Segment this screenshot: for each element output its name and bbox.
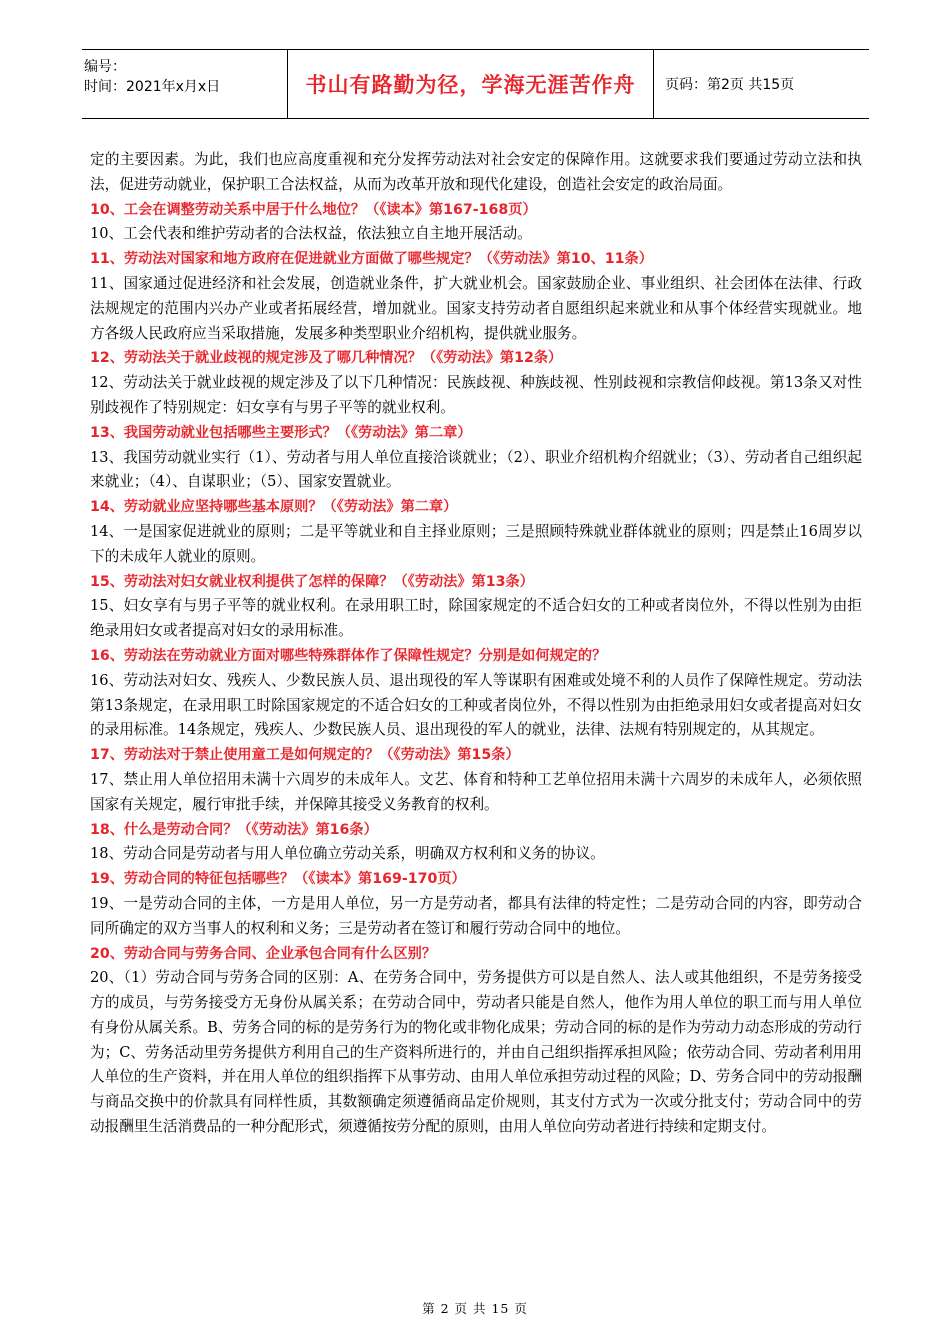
motto-text: 书山有路勤为径，学海无涯苦作舟 bbox=[305, 72, 636, 97]
answer-paragraph: 11、国家通过促进经济和社会发展，创造就业条件，扩大就业机会。国家鼓励企业、事业组织、社会团体在法律、行政法规规定的范围内兴办产业或者拓展经营，增加就业。国家支持劳动者自愿组织起来就业和从事个体经营实现就业。地方各级人民政府应当采取措施，发展多种类型职业介绍机构，提供就业服务。 bbox=[90, 274, 862, 342]
answer-paragraph: 16、劳动法对妇女、残疾人、少数民族人员、退出现役的军人等谋职有困难或处境不利的人员作了保障性规定。劳动法第13条规定，在录用职工时除国家规定的不适合妇女的工种或者岗位外，不得以性别为由拒绝录用妇女或者提高对妇女的录用标准。14条规定，残疾人、少数民族人员、退出现役的军人的就业，法律、法规有特别规定的，从其规定。 bbox=[90, 671, 862, 739]
question-heading: 14、劳动就业应坚持哪些基本原则？（《劳动法》第二章） bbox=[90, 499, 458, 516]
question-heading: 11、劳动法对国家和地方政府在促进就业方面做了哪些规定？（《劳动法》第10、11条） bbox=[90, 251, 653, 268]
header-motto bbox=[288, 50, 654, 118]
answer-paragraph: 19、一是劳动合同的主体，一方是用人单位，另一方是劳动者，都具有法律的特定性；二是劳动合同的内容，即劳动合同所确定的双方当事人的权利和义务；三是劳动者在签订和履行劳动合同中的地位。 bbox=[90, 894, 862, 937]
question-heading: 16、劳动法在劳动就业方面对哪些特殊群体作了保障性规定？分别是如何规定的？ bbox=[90, 647, 607, 664]
document-number-label: 编号： bbox=[84, 59, 126, 75]
question-heading: 18、什么是劳动合同？（《劳动法》第16条） bbox=[90, 821, 378, 838]
answer-paragraph: 12、劳动法关于就业歧视的规定涉及了以下几种情况：民族歧视、种族歧视、性别歧视和宗教信仰歧视。第13条又对性别歧视作了特别规定：妇女享有与男子平等的就业权利。 bbox=[90, 374, 862, 416]
question-heading: 12、劳动法关于就业歧视的规定涉及了哪几种情况？（《劳动法》第12条） bbox=[90, 350, 563, 367]
answer-paragraph: 10、工会代表和维护劳动者的合法权益，依法独立自主地开展活动。 bbox=[90, 225, 532, 243]
question-heading: 20、劳动合同与劳务合同、企业承包合同有什么区别？ bbox=[90, 945, 437, 962]
question-heading: 10、工会在调整劳动关系中居于什么地位？（《读本》第167-168页） bbox=[90, 201, 537, 218]
answer-paragraph: 20、（1）劳动合同与劳务合同的区别：A、在劳务合同中，劳务提供方可以是自然人、法人或其他组织，不是劳务接受方的成员，与劳务接受方无身份从属关系；在劳动合同中，劳动者只能是自然人，他作为用人单位的职工而与用人单位有身份从属关系。B、劳务合同的标的是劳务行为的物化或非物化成果；劳动合同的标的是作为劳动力动态形成的劳动行为；C、劳务活动里劳务提供方利用自己的生产资料所进行的，并由自己组织指挥承担风险；依劳动合同、劳动者利用用人单位的生产资料，并在用人单位的组织指挥下从事劳动、由用人单位承担劳动过程的风险；D、劳务合同中的劳动报酬与商品交换中的价款具有同样性质，其数额确定须遵循商品定价规则，其支付方式为一次或分批支付；劳动合同中的劳动报酬里生活消费品的一种分配形式，须遵循按劳分配的原则，由用人单位向劳动者进行持续和定期支付。 bbox=[90, 969, 862, 1136]
question-heading: 19、劳动合同的特征包括哪些？（《读本》第169-170页） bbox=[90, 871, 466, 888]
page-header bbox=[82, 49, 869, 119]
question-heading: 13、我国劳动就业包括哪些主要形式？（《劳动法》第二章） bbox=[90, 424, 472, 441]
footer-page-number: 第 2 页 共 15 页 bbox=[422, 1301, 528, 1316]
answer-paragraph: 13、我国劳动就业实行（1）、劳动者与用人单位直接洽谈就业；（2）、职业介绍机构介绍就业；（3）、劳动者自己组织起来就业；（4）、自谋职业；（5）、国家安置就业。 bbox=[90, 448, 862, 491]
document-body bbox=[90, 148, 862, 1140]
page-footer bbox=[0, 1299, 950, 1317]
header-meta bbox=[82, 50, 288, 118]
question-heading: 17、劳动法对于禁止使用童工是如何规定的？（《劳动法》第15条） bbox=[90, 747, 520, 764]
answer-paragraph: 17、禁止用人单位招用未满十六周岁的未成年人。文艺、体育和特种工艺单位招用未满十六周岁的未成年人，必须依照国家有关规定，履行审批手续，并保障其接受义务教育的权利。 bbox=[90, 770, 862, 813]
answer-paragraph: 18、劳动合同是劳动者与用人单位确立劳动关系，明确双方权利和义务的协议。 bbox=[90, 845, 605, 863]
page-counter: 页码：第2页 共15页 bbox=[665, 77, 795, 93]
answer-paragraph: 15、妇女享有与男子平等的就业权利。在录用职工时，除国家规定的不适合妇女的工种或者岗位外，不得以性别为由拒绝录用妇女或者提高对妇女的录用标准。 bbox=[90, 597, 862, 640]
answer-paragraph: 14、一是国家促进就业的原则；二是平等就业和自主择业原则；三是照顾特殊就业群体就业的原则；四是禁止16周岁以下的未成年人就业的原则。 bbox=[90, 522, 862, 565]
question-heading: 15、劳动法对妇女就业权利提供了怎样的保障？（《劳动法》第13条） bbox=[90, 573, 534, 590]
body-paragraph: 定的主要因素。为此，我们也应高度重视和充分发挥劳动法对社会安定的保障作用。这就要求我们要通过劳动立法和执法，促进劳动就业，保护职工合法权益，从而为改革开放和现代化建设，创造社会安定的政治局面。 bbox=[90, 151, 862, 193]
document-date: 时间：2021年x月x日 bbox=[84, 79, 221, 95]
header-page-info bbox=[654, 50, 869, 118]
